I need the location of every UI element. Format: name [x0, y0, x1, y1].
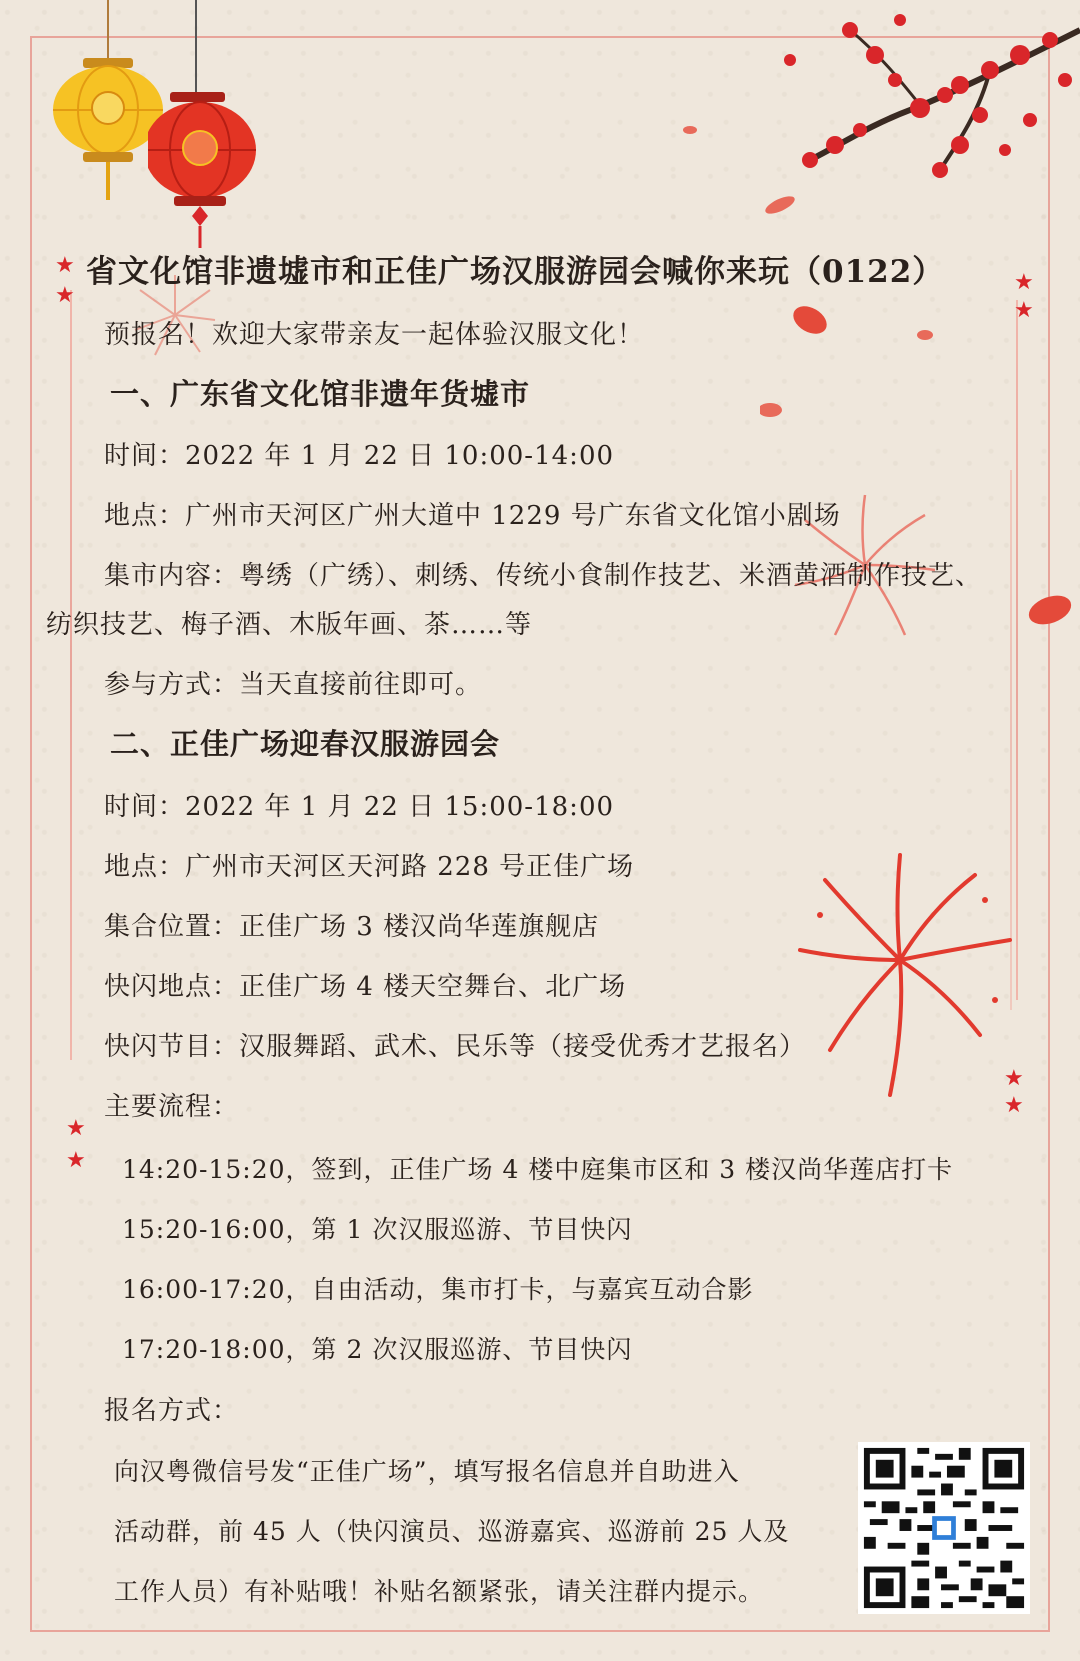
star-icon: ★ [66, 1148, 86, 1173]
flow-item: 14:20-15:20，签到，正佳广场 4 楼中庭集市区和 3 楼汉尚华莲店打卡 [122, 1155, 954, 1184]
section-2-gather: 集合位置：正佳广场 3 楼汉尚华莲旗舰店 [104, 912, 600, 942]
star-icon: ★ [55, 283, 75, 308]
flow-item: 16:00-17:20，自由活动，集市打卡，与嘉宾互动合影 [122, 1275, 754, 1304]
section-2-place: 地点：广州市天河区天河路 228 号正佳广场 [104, 852, 635, 882]
section-2-flash-place: 快闪地点：正佳广场 4 楼天空舞台、北广场 [104, 972, 627, 1002]
section-1-content-line-1: 集市内容：粤绣（广绣）、刺绣、传统小食制作技艺、米酒黄酒制作技艺、 [104, 561, 983, 591]
star-icon: ★ [1014, 298, 1034, 323]
signup-text: 向汉粤微信号发“正佳广场”，填写报名信息并自助进入 [114, 1457, 740, 1486]
section-2-flash-program: 快闪节目：汉服舞蹈、武术、民乐等（接受优秀才艺报名） [104, 1032, 807, 1062]
intro-text: 预报名！欢迎大家带亲友一起体验汉服文化！ [104, 320, 645, 350]
section-2-time: 时间：2022 年 1 月 22 日 15:00-18:00 [104, 792, 615, 822]
star-icon: ★ [66, 1116, 86, 1141]
signup-text: 工作人员）有补贴哦！补贴名额紧张，请关注群内提示。 [114, 1577, 765, 1606]
flow-item: 15:20-16:00，第 1 次汉服巡游、节目快闪 [122, 1215, 633, 1244]
star-icon: ★ [1014, 270, 1034, 295]
signup-label: 报名方式： [104, 1396, 240, 1426]
section-1-place: 地点：广州市天河区广州大道中 1229 号广东省文化馆小剧场 [104, 501, 841, 531]
signup-text: 活动群，前 45 人（快闪演员、巡游嘉宾、巡游前 25 人及 [114, 1517, 790, 1546]
section-1-time: 时间：2022 年 1 月 22 日 10:00-14:00 [104, 441, 615, 471]
flow-item: 17:20-18:00，第 2 次汉服巡游、节目快闪 [122, 1335, 633, 1364]
section-1-join: 参与方式：当天直接前往即可。 [104, 670, 483, 700]
star-icon: ★ [55, 253, 75, 278]
star-icon: ★ [1004, 1093, 1024, 1118]
flow-label: 主要流程： [104, 1092, 240, 1122]
page-title: 省文化馆非遗墟市和正佳广场汉服游园会喊你来玩（0122） [86, 254, 945, 290]
section-1-content-line-2: 纺织技艺、梅子酒、木版年画、茶……等 [46, 610, 533, 640]
section-2-heading: 二、正佳广场迎春汉服游园会 [110, 727, 501, 761]
section-1-heading: 一、广东省文化馆非遗年货墟市 [110, 377, 531, 411]
star-icon: ★ [1004, 1066, 1024, 1091]
